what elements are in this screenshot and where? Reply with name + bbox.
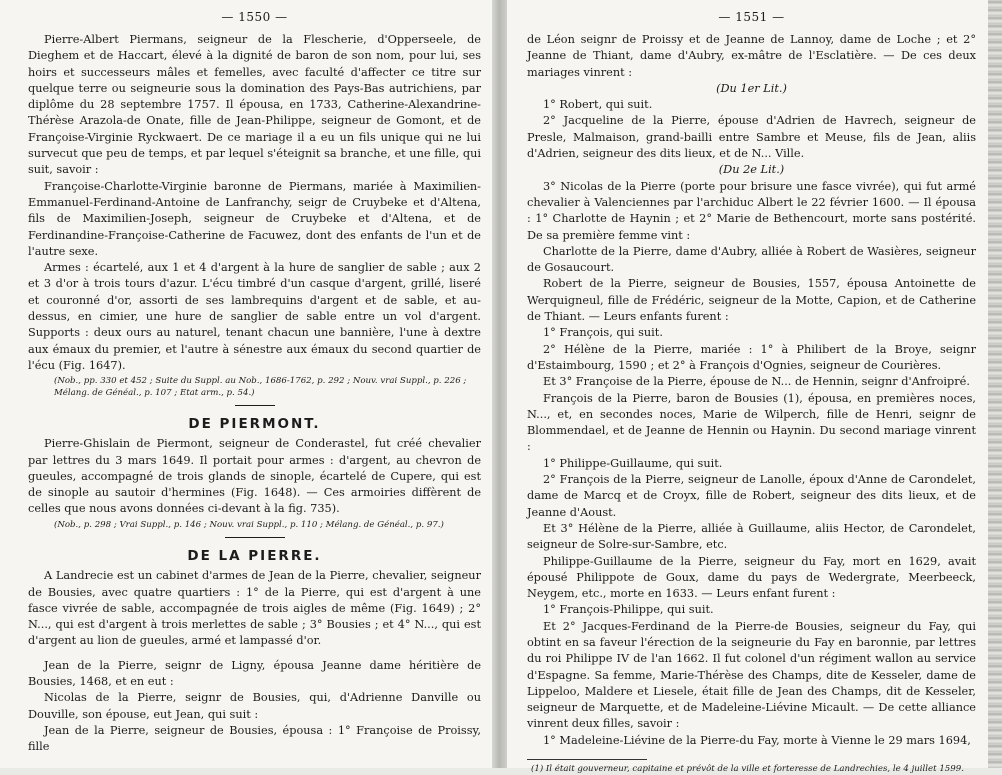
paragraph: Et 3° Hélène de la Pierre, alliée à Guillaume, aliis Hector, de Carondelet, seigneur de Solre-sur-Sambre, etc. xyxy=(527,521,976,552)
paragraph: 3° Nicolas de la Pierre (porte pour brisure une fasce vivrée), qui fut armé chevalier à Valenciennes par l'archiduc Albert le 22 février 1600. — Il épousa : 1° Charlotte de Haynin ; et 2° Marie de Bethencourt, morte sans postérité. De sa première femme vint : xyxy=(527,179,976,242)
paragraph: 1° Robert, qui suit. xyxy=(543,98,653,112)
paragraph: Nicolas de la Pierre, seignr de Bousies, qui, d'Adrienne Danville ou Douville, son épouse, eut Jean, qui suit : xyxy=(28,691,481,721)
page-number-right: — 1551 — xyxy=(718,10,785,24)
footnote-rule xyxy=(527,759,647,760)
paragraph: François de la Pierre, baron de Bousies (1), épousa, en premières noces, N..., et, en secondes noces, Marie de Wilperch, fille de Henri, seignr de Blommendael, et de Jeanne de Hennin ou Haynin. Du second mariage vinrent : xyxy=(527,391,976,454)
page-number-left: — 1550 — xyxy=(221,10,288,24)
marriage-heading: (Du 1er Lit.) xyxy=(716,81,787,95)
divider xyxy=(225,537,285,538)
paragraph: 1° Madeleine-Liévine de la Pierre-du Fay, morte à Vienne le 29 mars 1694, xyxy=(543,733,971,747)
paragraph: Jean de la Pierre, seignr de Ligny, épousa Jeanne dame héritière de Bousies, 1468, et en eut : xyxy=(28,658,481,688)
right-page xyxy=(507,0,1002,775)
section-heading-la-pierre: DE LA PIERRE. xyxy=(187,548,322,565)
reference-note: (Nob., pp. 330 et 452 ; Suite du Suppl. au Nob., 1686-1762, p. 292 ; Nouv. vrai Suppl., p. 226 ; Mélang. de Généal., p. 107 ; Etat arm., p. 54.) xyxy=(54,376,467,398)
paragraph: 2° François de la Pierre, seigneur de Lanolle, époux d'Anne de Carondelet, dame de Marcq et de Croyx, fille de Robert, seigneur des dits lieux, et de Jeanne d'Aoust. xyxy=(527,473,976,519)
paragraph: 1° François, qui suit. xyxy=(543,326,663,340)
paragraph: 2° Jacqueline de la Pierre, épouse d'Adrien de Havrech, seigneur de Presle, Malmaison, grand-bailli entre Sambre et Meuse, fils de Jean, aliis d'Adrien, seigneur des dits lieux, et de N... Ville. xyxy=(527,114,976,161)
paragraph: 1° François-Philippe, qui suit. xyxy=(543,603,714,617)
paragraph: Philippe-Guillaume de la Pierre, seigneur du Fay, mort en 1629, avait épousé Philippote de Goux, dame du pays de Wedergrate, Meerbeeck, Neygem, etc., morte en 1633. — Leurs enfant furent : xyxy=(527,554,976,601)
paragraph: Et 2° Jacques-Ferdinand de la Pierre-de Bousies, seigneur du Fay, qui obtint en sa faveur l'érection de la seigneurie du Fay en baronnie, par lettres du roi Philippe IV de l'an 1662. Il fut colonel d'un régiment wallon au service d'Espagne. Sa femme, Marie-Thérèse des Champs, dite de Kesseler, dame de Lippeloo, Maldere et Liesele, était fille de Jean des Champs, dit de Kesseler, seigneur de Marquette, et de Madeleine-Liévine Micault. — De cette alliance vinrent deux filles, savoir : xyxy=(527,619,976,731)
paragraph: 2° Hélène de la Pierre, mariée : 1° à Philibert de la Broye, seignr d'Estaimbourg, 1590 ; et 2° à François d'Ognies, seigneur de Courières. xyxy=(527,342,976,372)
paragraph: Françoise-Charlotte-Virginie baronne de Piermans, mariée à Maximilien-Emmanuel-Ferdinand-Antoine de Lanfranchy, seigr de Cruybeke et d'Altena, fils de Maximilien-Joseph, seigneur de Cruybeke et d'Altena, et de Ferdinandine-Françoise-Catherine de Facuwez, dont des enfants de l'un et de l'autre sexe. xyxy=(28,179,481,258)
marriage-heading: (Du 2e Lit.) xyxy=(718,163,785,177)
page-edge-shadow xyxy=(988,0,1002,768)
spacer xyxy=(28,650,481,658)
paragraph: 1° Philippe-Guillaume, qui suit. xyxy=(543,456,723,470)
footnote: (1) Il était gouverneur, capitaine et prévôt de la ville et forteresse de Landrechies, le 4 juillet 1599. xyxy=(531,764,964,775)
paragraph: Robert de la Pierre, seigneur de Bousies, 1557, épousa Antoinette de Werquigneul, fille de Frédéric, seigneur de la Motte, Capion, et de Catherine de Thiant. — Leurs enfants furent : xyxy=(527,277,976,324)
book-gutter xyxy=(492,0,508,768)
paragraph-arms: Armes : écartelé, aux 1 et 4 d'argent à la hure de sanglier de sable ; aux 2 et 3 d'or à trois tours d'azur. L'écu timbré d'un casque d'argent, grillé, liseré et couronné d'or, assorti de ses lambrequins d'argent et de sable, et au-dessus, en cimier, une hure de sanglier de sable entre un vol d'argent. Supports : deux ours au naturel, tenant chacun une bannière, l'une à dextre aux émaux du premier, et l'autre à sénestre aux émaux du second quartier de l'écu (Fig. 1647). xyxy=(28,261,481,372)
paragraph: de Léon seignr de Proissy et de Jeanne de Lannoy, dame de Loche ; et 2° Jeanne de Thiant, dame d'Aubry, ex-mâtre de l'Esclatière. — De ces deux mariages vinrent : xyxy=(527,33,976,79)
paragraph: Et 3° Françoise de la Pierre, épouse de N... de Hennin, seignr d'Anfroipré. xyxy=(543,375,970,389)
paragraph: A Landrecie est un cabinet d'armes de Jean de la Pierre, chevalier, seigneur de Bousies, avec quatre quartiers : 1° de la Pierre, qui est d'argent à une fasce vivrée de sable, accompagnée de trois aigles de même (Fig. 1649) ; 2° N..., qui est d'argent à trois merlettes de sable ; 3° Bousies ; et 4° N..., qui est d'argent au lion de gueules, armé et lampassé d'or. xyxy=(28,569,481,648)
paragraph: Charlotte de la Pierre, dame d'Aubry, alliée à Robert de Wasières, seigneur de Gosaucourt. xyxy=(527,244,976,275)
left-page xyxy=(0,0,495,768)
section-heading-piermont: DE PIERMONT. xyxy=(188,416,321,433)
paragraph: Pierre-Albert Piermans, seigneur de la Flescherie, d'Opperseele, de Dieghem et de Haccart, élevé à la dignité de baron de son nom, pour lui, ses hoirs et successeurs mâles et femelles, avec faculté d'affecter ce titre sur quelque terre ou seigneurie sous la domination des Pays-Bas autrichiens, par diplôme du 28 septembre 1757. Il épousa, en 1733, Catherine-Alexandrine-Thérèse Arazola-de Onate, fille de Jean-Philippe, seigneur de Gomont, et de Françoise-Virginie Ryckwaert. De ce mariage il a eu un fils unique qui ne lui survecut que peu de temps, et par lequel s'éteignit sa branche, et une fille, qui suit, savoir : xyxy=(28,33,481,177)
paragraph: Jean de la Pierre, seigneur de Bousies, épousa : 1° Françoise de Proissy, fille xyxy=(28,723,481,754)
divider xyxy=(235,405,275,406)
reference-note: (Nob., p. 298 ; Vrai Suppl., p. 146 ; Nouv. vrai Suppl., p. 110 ; Mélang. de Généal., p. 97.) xyxy=(54,519,444,530)
paragraph: Pierre-Ghislain de Piermont, seigneur de Conderastel, fut créé chevalier par lettres du 3 mars 1649. Il portait pour armes : d'argent, au chevron de gueules, accompagné de trois glands de sinople, écartelé de Cupere, qui est de sinople au sautoir d'hermines (Fig. 1648). — Ces armoiries diffèrent de celles que nous avons données ci-devant à la fig. 735). xyxy=(28,437,481,516)
